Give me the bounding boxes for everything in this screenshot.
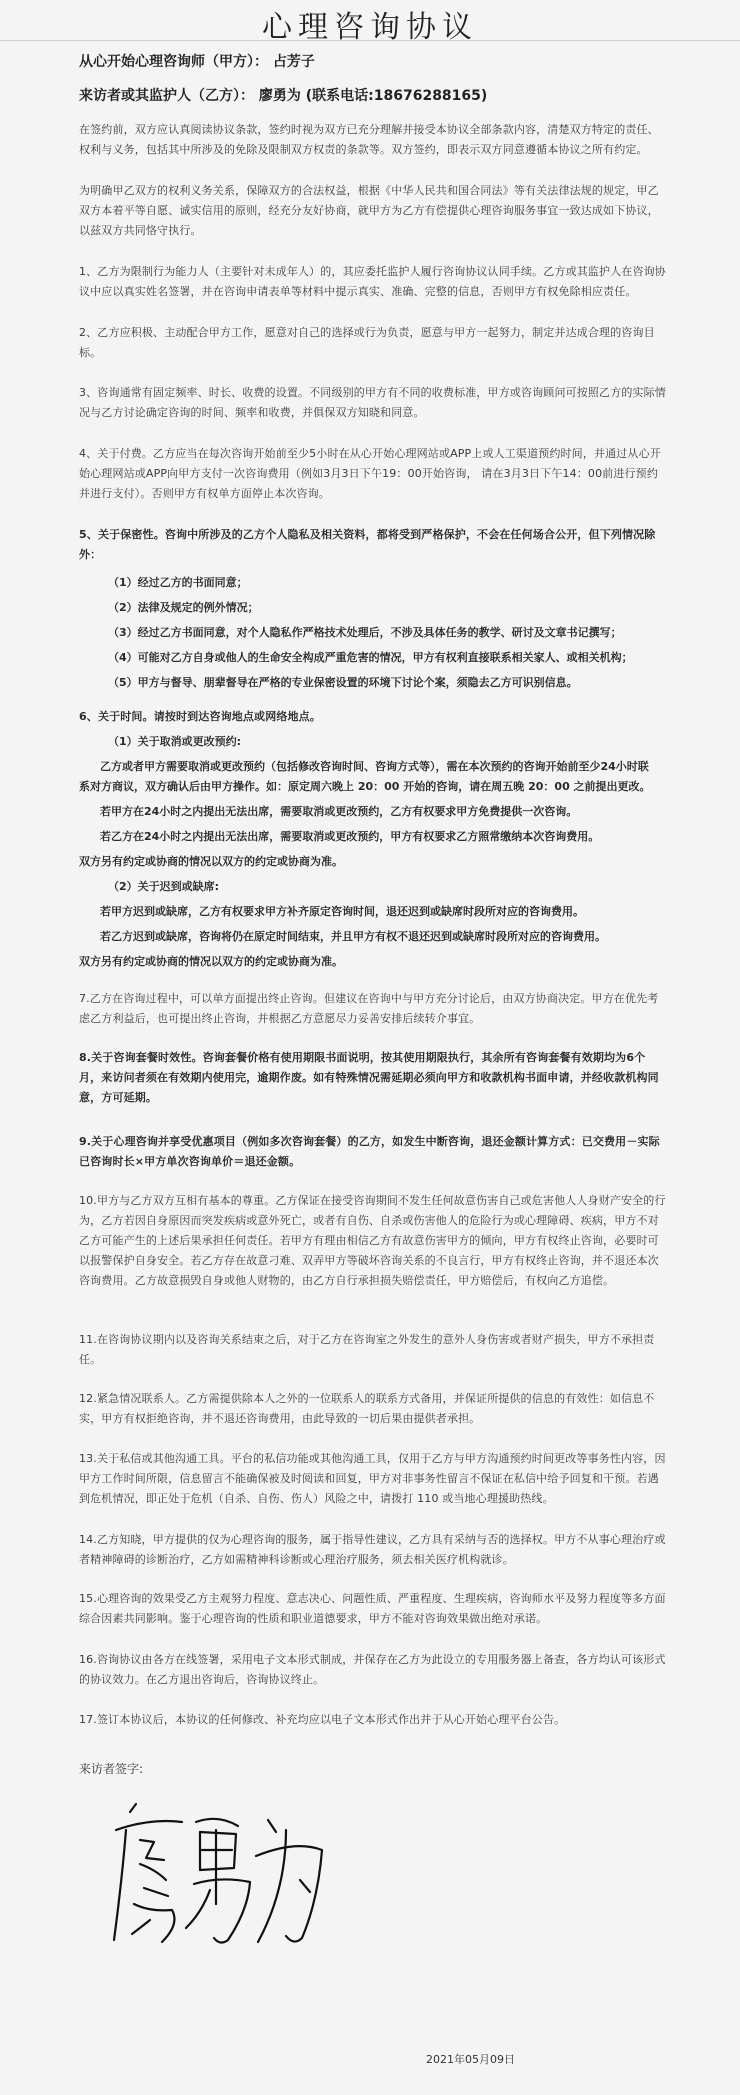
clause-6: 6、关于时间。请按时到达咨询地点或网络地点。	[79, 710, 321, 723]
clause-5-item: （4）可能对乙方自身或他人的生命安全构成严重危害的情况，甲方有权利直接联系相关家人、或相关机构；	[108, 651, 633, 664]
clause-5-item: （3）经过乙方书面同意，对个人隐私作严格技术处理后，不涉及具体任务的教学、研讨及文章书记撰写；	[108, 626, 622, 639]
clause-6-line: 双方另有约定或协商的情况以双方的约定或协商为准。	[79, 855, 343, 868]
signature-date: 2021年05月09日	[426, 2053, 515, 2066]
clause-6-line: （2）关于迟到或缺席:	[108, 880, 220, 893]
clause-5-item: （5）甲方与督导、朋辈督导在严格的专业保密设置的环境下讨论个案，须隐去乙方可识别信息。	[108, 676, 578, 689]
clause-6-line: 乙方或者甲方需要取消或更改预约（包括修改咨询时间、咨询方式等），需在本次预约的咨询开始前至少24小时联	[100, 760, 649, 773]
document-title: 心理咨询协议	[262, 10, 478, 45]
clause-5-item: （2）法律及规定的例外情况；	[108, 601, 259, 614]
clause-13: 13.关于私信或其他沟通工具。平台的私信功能或其他沟通工具，仅用于乙方与甲方沟通预约时间更改等事务性内容，因甲方工作时间所限，信息留言不能确保被及时阅读和回复，甲方对非事务性留言不保证在私信中给予回复和干预。若遇到危机情况，即正处于危机（自杀、自伤、伤人）风险之中，请拨打 110 或当地心理援助热线。	[79, 1452, 666, 1505]
clause-3: 3、咨询通常有固定频率、时长、收费的设置。不同级别的甲方有不同的收费标准，甲方或咨询顾问可按照乙方的实际情况与乙方讨论确定咨询的时间、频率和收费，并俱保双方知晓和同意。	[79, 386, 666, 419]
clause-14: 14.乙方知晓，甲方提供的仅为心理咨询的服务，属于指导性建议，乙方具有采纳与否的选择权。甲方不从事心理治疗或者精神障碍的诊断治疗，乙方如需精神科诊断或心理治疗服务，须去相关医疗机构就诊。	[79, 1533, 666, 1566]
clause-6-line: 若乙方迟到或缺席，咨询将仍在原定时间结束，并且甲方有权不退还迟到或缺席时段所对应的咨询费用。	[100, 930, 606, 943]
clause-17: 17.签订本协议后，本协议的任何修改、补充均应以电子文本形式作出并于从心开始心理平台公告。	[79, 1713, 566, 1726]
clause-6-line: 双方另有约定或协商的情况以双方的约定或协商为准。	[79, 955, 343, 968]
clause-1: 1、乙方为限制行为能力人（主要针对未成年人）的，其应委托监护人履行咨询协议认同手续。乙方或其监护人在咨询协议中应以真实姓名签署，并在咨询申请表单等材料中提示真实、准确、完整的信息，否则甲方有权免除相应责任。	[79, 265, 666, 298]
clause-5: 5、关于保密性。咨询中所涉及的乙方个人隐私及相关资料，都将受到严格保护，不会在任何场合公开，但下列情况除外：	[79, 528, 656, 561]
clause-2: 2、乙方应积极、主动配合甲方工作，愿意对自己的选择或行为负责，愿意与甲方一起努力，制定并达成合理的咨询目标。	[79, 326, 655, 359]
clause-9: 9.关于心理咨询并享受优惠项目（例如多次咨询套餐）的乙方，如发生中断咨询，退还金额计算方式：已交费用－实际已咨询时长×甲方单次咨询单价＝退还金额。	[79, 1135, 660, 1168]
clause-6-line: 若乙方在24小时之内提出无法出席，需要取消或更改预约，甲方有权要求乙方照常缴纳本次咨询费用。	[100, 830, 600, 843]
party-a-line: 从心开始心理咨询师（甲方）： 占芳子	[79, 54, 315, 70]
clause-6-line: 若甲方在24小时之内提出无法出席，需要取消或更改预约，乙方有权要求甲方免费提供一次咨询。	[100, 805, 578, 818]
party-b-line: 来访者或其监护人（乙方）： 廖勇为 (联系电话:18676288165)	[79, 88, 488, 104]
clause-12: 12.紧急情况联系人。乙方需提供除本人之外的一位联系人的联系方式备用，并保证所提供的信息的有效性：如信息不实，甲方有权拒绝咨询，并不退还咨询费用，由此导致的一切后果由提供者承担。	[79, 1392, 655, 1425]
clause-8: 8.关于咨询套餐时效性。咨询套餐价格有使用期限书面说明，按其使用期限执行，其余所有咨询套餐有效期均为6个月，来访问者须在有效期内使用完，逾期作废。如有特殊情况需延期必须向甲方和收款机构书面申请，并经收款机构同意，方可延期。	[79, 1051, 659, 1104]
title-divider	[0, 40, 740, 41]
clause-6-line: （1）关于取消或更改预约:	[108, 735, 242, 748]
clause-6-line: 若甲方迟到或缺席，乙方有权要求甲方补齐原定咨询时间，退还迟到或缺席时段所对应的咨询费用。	[100, 905, 584, 918]
intro-paragraph-1: 在签约前，双方应认真阅读协议条款，签约时视为双方已充分理解并接受本协议全部条款内容，清楚双方特定的责任、权利与义务，包括其中所涉及的免除及限制双方权责的条款等。双方签约，即表示双方同意遵循本协议之所有约定。	[79, 123, 659, 156]
clause-5-item: （1）经过乙方的书面同意；	[108, 576, 248, 589]
intro-paragraph-2: 为明确甲乙双方的权利义务关系，保障双方的合法权益，根据《中华人民共和国合同法》等有关法律法规的规定，甲乙双方本着平等自愿、诚实信用的原则，经充分友好协商，就甲方为乙方有偿提供心理咨询服务事宜一致达成如下协议，以兹双方共同恪守执行。	[79, 184, 659, 237]
clause-7: 7.乙方在咨询过程中，可以单方面提出终止咨询。但建议在咨询中与甲方充分讨论后，由双方协商决定。甲方在优先考虑乙方利益后，也可提出终止咨询，并根据乙方意愿尽力妥善安排后续转介事宜。	[79, 992, 659, 1025]
clause-11: 11.在咨询协议期内以及咨询关系结束之后，对于乙方在咨询室之外发生的意外人身伤害或者财产损失，甲方不承担责任。	[79, 1333, 655, 1366]
signature-label: 来访者签字:	[79, 1762, 144, 1776]
clause-15: 15.心理咨询的效果受乙方主观努力程度、意志决心、问题性质、严重程度、生理疾病，咨询师水平及努力程度等多方面综合因素共同影响。鉴于心理咨询的性质和职业道德要求，甲方不能对咨询效果做出绝对承诺。	[79, 1592, 666, 1625]
clause-4: 4、关于付费。乙方应当在每次咨询开始前至少5小时在从心开始心理网站或APP上或人工渠道预约时间，并通过从心开始心理网站或APP向甲方支付一次咨询费用（例如3月3日下午19：00开始咨询， 请在3月3日下午14：00前进行预约并进行支付）。否则甲方有权单方面停止本次咨询。	[79, 447, 661, 500]
clause-16: 16.咨询协议由各方在线签署，采用电子文本形式制成，并保存在乙方为此设立的专用服务器上备查，各方均认可该形式的协议效力。在乙方退出咨询后，咨询协议终止。	[79, 1653, 666, 1686]
clause-6-line: 系对方商议，双方确认后由甲方操作。如：原定周六晚上 20：00 开始的咨询，请在周五晚 20：00 之前提出更改。	[79, 780, 651, 793]
clause-10: 10.甲方与乙方双方互相有基本的尊重。乙方保证在接受咨询期间不发生任何故意伤害自己或危害他人人身财产安全的行为，乙方若因自身原因而突发疾病或意外死亡，或者有自伤、自杀或伤害他人的危险行为或心理障碍、疾病，甲方不对乙方可能产生的上述后果承担任何责任。若甲方有理由相信乙方有故意伤害甲方的倾向，甲方有权终止咨询，必要时可以报警保护自身安全。若乙方存在故意刁难、双弄甲方等破坏咨询关系的不良言行，甲方有权终止咨询，并不退还本次咨询费用。乙方故意损毁自身或他人财物的，由乙方自行承担损失赔偿责任，甲方赔偿后，有权向乙方追偿。	[79, 1194, 666, 1287]
handwritten-signature	[110, 1800, 340, 1960]
